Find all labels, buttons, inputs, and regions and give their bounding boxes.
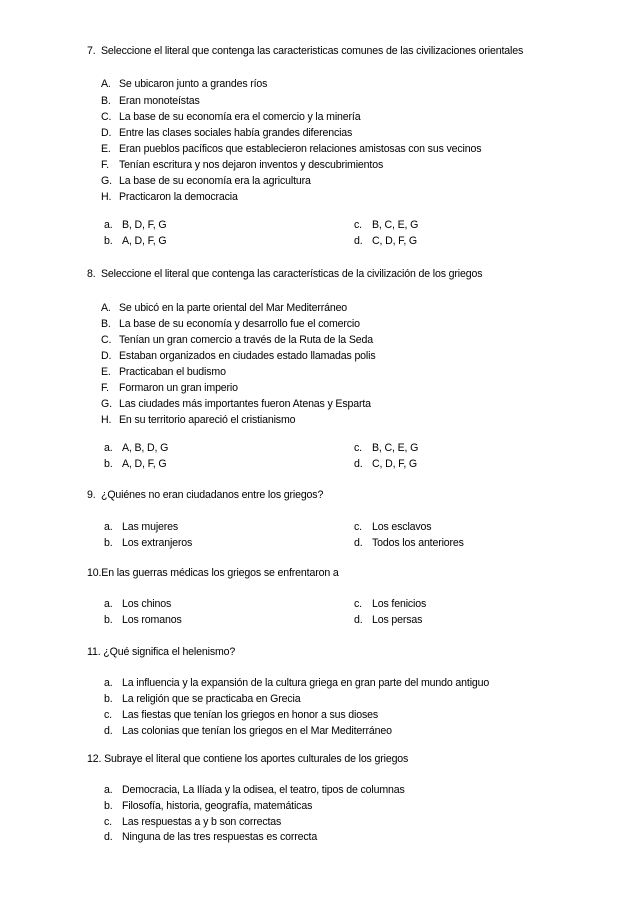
answer-option-d[interactable]: d. Ninguna de las tres respuestas es correcta bbox=[104, 831, 318, 843]
answer-option-b[interactable]: b. Filosofía, historia, geografía, matemáticas bbox=[104, 800, 313, 812]
answer-option-b[interactable]: b. Los romanos bbox=[104, 614, 182, 626]
answer-option-a[interactable]: a. Las mujeres bbox=[104, 521, 179, 533]
list-item: D. Estaban organizados en ciudades estado llamadas polis bbox=[101, 350, 376, 362]
question-prompt: ¿Quiénes no eran ciudadanos entre los griegos? bbox=[101, 489, 324, 501]
list-item: C. Tenían un gran comercio a través de la Ruta de la Seda bbox=[101, 334, 373, 346]
question-prompt: Subraye el literal que contiene los aportes culturales de los griegos bbox=[104, 753, 409, 765]
list-item: A. Se ubicó en la parte oriental del Mar Mediterráneo bbox=[101, 302, 348, 314]
question-number: 10. bbox=[87, 567, 102, 579]
answer-option-d[interactable]: d. Las colonias que tenían los griegos en el Mar Mediterráneo bbox=[104, 725, 392, 737]
answer-option-a[interactable]: a. Los chinos bbox=[104, 598, 172, 610]
question-prompt: En las guerras médicas los griegos se enfrentaron a bbox=[101, 567, 339, 579]
list-item: D. Entre las clases sociales había grandes diferencias bbox=[101, 127, 353, 139]
answer-option-d[interactable]: d. C, D, F, G bbox=[354, 235, 417, 247]
answer-option-a[interactable]: a. B, D, F, G bbox=[104, 219, 167, 231]
answer-option-c[interactable]: c. Los esclavos bbox=[354, 521, 432, 533]
list-item: H. Practicaron la democracia bbox=[101, 191, 238, 203]
answer-option-c[interactable]: c. Las respuestas a y b son correctas bbox=[104, 816, 282, 828]
question-prompt: Seleccione el literal que contenga las características de la civilización de los griegos bbox=[101, 268, 483, 280]
question-9 bbox=[87, 489, 323, 502]
answer-option-b[interactable]: b. A, D, F, G bbox=[104, 458, 167, 470]
answer-option-c[interactable]: c. Los fenicios bbox=[354, 598, 427, 610]
answer-option-a[interactable]: a. A, B, D, G bbox=[104, 442, 169, 454]
question-7 bbox=[87, 45, 523, 58]
list-item: B. Eran monoteístas bbox=[101, 95, 200, 107]
list-item: G. Las ciudades más importantes fueron Atenas y Esparta bbox=[101, 398, 371, 410]
question-10 bbox=[87, 567, 339, 580]
list-item: F. Formaron un gran imperio bbox=[101, 382, 238, 394]
list-item: A. Se ubicaron junto a grandes ríos bbox=[101, 78, 268, 90]
answer-option-b[interactable]: b. La religión que se practicaba en Grecia bbox=[104, 693, 301, 705]
answer-option-d[interactable]: d. C, D, F, G bbox=[354, 458, 417, 470]
list-item: B. La base de su economía y desarrollo fue el comercio bbox=[101, 318, 360, 330]
answer-option-a[interactable]: a. La influencia y la expansión de la cultura griega en gran parte del mundo antiguo bbox=[104, 677, 490, 689]
answer-option-b[interactable]: b. A, D, F, G bbox=[104, 235, 167, 247]
answer-option-c[interactable]: c. B, C, E, G bbox=[354, 442, 419, 454]
answer-option-c[interactable]: c. B, C, E, G bbox=[354, 219, 419, 231]
list-item: H. En su territorio apareció el cristianismo bbox=[101, 414, 296, 426]
question-number: 11. bbox=[87, 646, 101, 658]
question-prompt: ¿Qué significa el helenismo? bbox=[103, 646, 236, 658]
question-prompt: Seleccione el literal que contenga las caracteristicas comunes de las civilizaciones orientales bbox=[101, 45, 524, 57]
list-item: F. Tenían escritura y nos dejaron inventos y descubrimientos bbox=[101, 159, 384, 171]
question-number: 12. bbox=[87, 753, 102, 765]
question-number: 8. bbox=[87, 268, 96, 280]
answer-option-a[interactable]: a. Democracia, La Ilíada y la odisea, el teatro, tipos de columnas bbox=[104, 784, 405, 796]
question-8 bbox=[87, 268, 482, 281]
list-item: G. La base de su economía era la agricultura bbox=[101, 175, 311, 187]
answer-option-d[interactable]: d. Todos los anteriores bbox=[354, 537, 464, 549]
answer-option-b[interactable]: b. Los extranjeros bbox=[104, 537, 193, 549]
question-11 bbox=[87, 646, 235, 659]
list-item: E. Eran pueblos pacíficos que establecieron relaciones amistosas con sus vecinos bbox=[101, 143, 482, 155]
answer-option-d[interactable]: d. Los persas bbox=[354, 614, 423, 626]
question-12 bbox=[87, 753, 408, 766]
question-number: 7. bbox=[87, 45, 96, 57]
question-number: 9. bbox=[87, 489, 96, 501]
list-item: E. Practicaban el budismo bbox=[101, 366, 226, 378]
answer-option-c[interactable]: c. Las fiestas que tenían los griegos en honor a sus dioses bbox=[104, 709, 379, 721]
list-item: C. La base de su economía era el comercio y la minería bbox=[101, 111, 361, 123]
